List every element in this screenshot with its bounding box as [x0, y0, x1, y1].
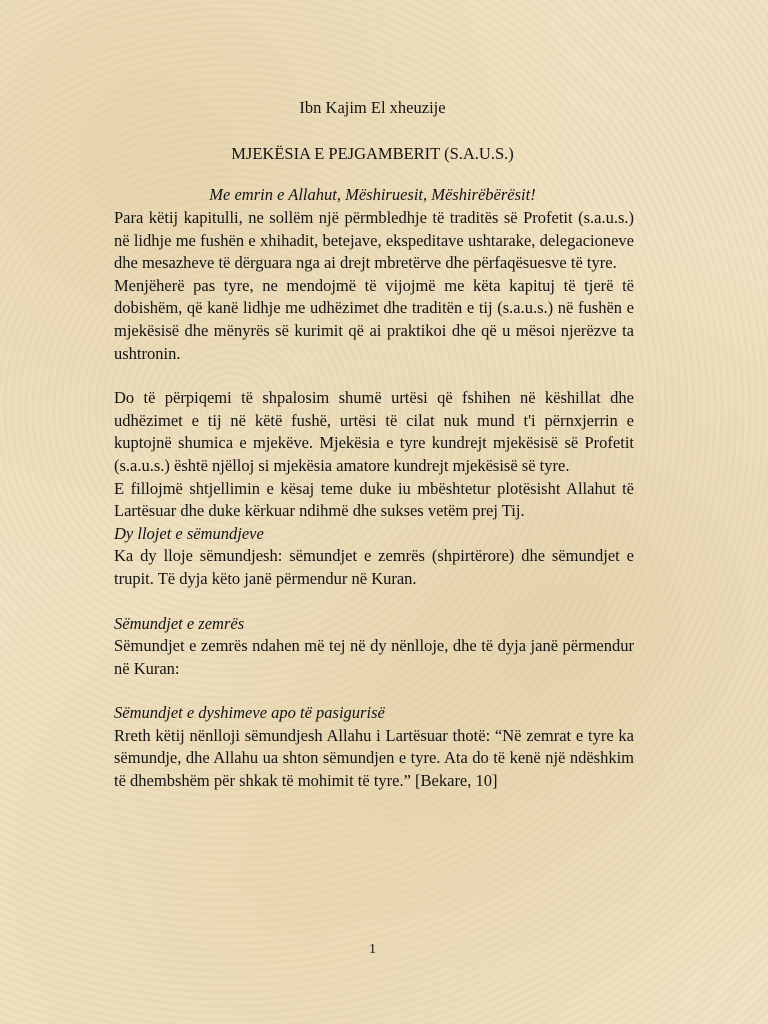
page-number: 1: [369, 942, 376, 957]
spacer: [114, 365, 634, 387]
paragraph: Do të përpiqemi të shpalosim shumë urtësi që fshihen në këshillat dhe udhëzimet e tij në këtë fushë, urtësi të cilat nuk mund t'i përnxjerrin e kuptojnë shumica e mjekëve. Mjekësia e tyre kundrejt mjekësisë së Profetit (s.a.u.s.) është njëlloj si mjekësia amatore kundrejt mjekësisë së tyre.: [114, 388, 634, 475]
author-name: Ibn Kajim El xheuzije: [299, 98, 446, 117]
paragraph: Para këtij kapitulli, ne sollëm një përmbledhje të traditës së Profetit (s.a.u.s.) në lidhje me fushën e xhihadit, betejave, ekspeditave ushtarake, delegacioneve dhe mesazheve të dërguara nga ai drejt mbretërve dhe përfaqësuesve të tyre.: [114, 208, 634, 273]
paragraph: E fillojmë shtjellimin e kësaj teme duke iu mbështetur plotësisht Allahut të Lartësuar dhe duke kërkuar ndihmë dhe sukses vetëm prej Tij.: [114, 478, 634, 521]
section-heading: Dy llojet e sëmundjeve: [114, 523, 264, 543]
paragraph: Ka dy lloje sëmundjesh: sëmundjet e zemrës (shpirtërore) dhe sëmundjet e trupit. Të dyja këto janë përmendur në Kuran.: [114, 546, 634, 588]
paragraph: Menjëherë pas tyre, ne mendojmë të vijojmë me këta kapituj të tjerë të dobishëm, që kanë lidhje me udhëzimet dhe traditën e tij (s.a.u.s.) në fushën e mjekësisë dhe mënyrës së kurimit që ai praktikoi dhe që u mësoi njerëzve ta ushtronin.: [114, 275, 634, 363]
document-title: MJEKËSIA E PEJGAMBERIT (S.A.U.S.): [231, 144, 514, 163]
spacer: [114, 680, 634, 702]
basmala-line: Me emrin e Allahut, Mëshiruesit, Mëshirëbërësit!: [209, 185, 536, 204]
paragraph: Rreth këtij nënlloji sëmundjesh Allahu i Lartësuar thotë: “Në zemrat e tyre ka sëmundje, dhe Allahu ua shton sëmundjen e tyre. Ata do të kenë një ndëshkim të dhembshëm për shkak të mohimit të tyre.” [Bekare, 10]: [114, 725, 634, 791]
document-body: [114, 207, 634, 793]
section-heading: Sëmundjet e dyshimeve apo të pasigurisë: [114, 703, 385, 723]
paragraph: Sëmundjet e zemrës ndahen më tej në dy nënlloje, dhe të dyja janë përmendur në Kuran:: [114, 636, 634, 678]
spacer: [114, 591, 634, 613]
section-heading: Sëmundjet e zemrës: [114, 613, 245, 633]
